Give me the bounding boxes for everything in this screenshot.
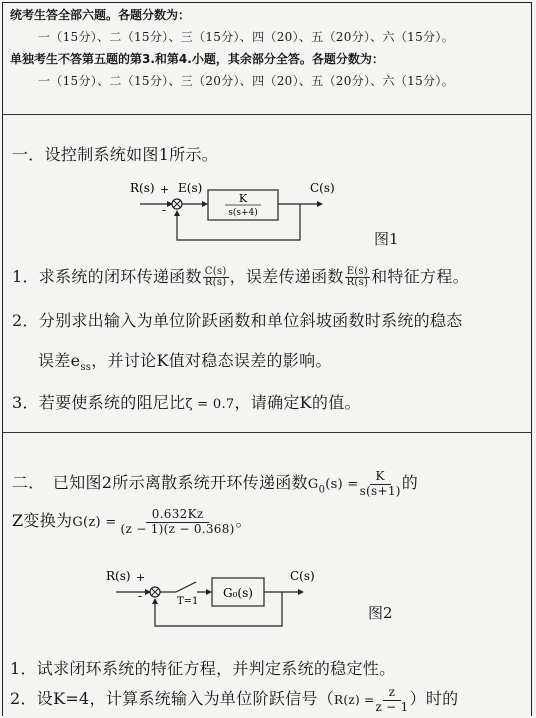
- fig1-output-arrow: [317, 201, 323, 207]
- q2-ztransform-line: Z变换为G(z) = $\frac{0.632Kz}{(z - 1)(z - 0.368)}$ 。: [12, 507, 252, 536]
- single-score-list: 一（15分）、二（15分）、三（20分）、四（20）、五（20分）、六（15分）。: [38, 74, 454, 88]
- fig2-plus-sign: +: [136, 571, 146, 584]
- rz-denominator: z − 1: [375, 699, 409, 714]
- g0-numerator: K: [370, 470, 391, 485]
- fig2-sampler-switch: [176, 582, 196, 592]
- fig1-output-label: C(s): [310, 181, 335, 195]
- figure-2-block-diagram: [100, 566, 340, 634]
- figure-2-caption: 图2: [368, 604, 393, 622]
- fig1-minus-sign: -: [162, 203, 167, 217]
- q1-q2-divider: [2, 432, 532, 433]
- fig1-forward-arrow: [202, 201, 208, 207]
- fig1-error-label: E(s): [178, 181, 203, 195]
- fig1-plus-sign: +: [160, 183, 170, 196]
- q1-item-2-line-1: 2．分别求出输入为单位阶跃函数和单位斜坡函数时系统的稳态: [12, 311, 463, 330]
- rz-numerator: z: [383, 686, 402, 701]
- single-exam-note: 单独考生不答第五题的第3.和第4.小题，其余部分全答。各题分数为：: [10, 52, 384, 66]
- error-tf-numerator: E(s): [346, 265, 369, 277]
- closed-loop-tf-numerator: C(s): [204, 265, 227, 277]
- fig1-input-label: R(s): [130, 181, 155, 195]
- fig2-sampler-label: T=1: [177, 596, 199, 607]
- q2-title-line: 二． 已知图2所示离散系统开环传递函数$G_0(s)$ = $\frac{K}{s(s+1)}$ 的: [12, 469, 419, 498]
- fig2-output-arrow: [298, 589, 304, 595]
- gz-denominator: (z − 1)(z − 0.368): [120, 521, 235, 536]
- fig2-input-label: R(s): [106, 569, 131, 583]
- q2-item-2: 2．设K=4，计算系统输入为单位阶跃信号（R(z) = $\frac{z}{z - 1}$ ）时的: [10, 685, 459, 714]
- fig2-output-label: C(s): [290, 569, 315, 583]
- fig2-minus-sign: -: [138, 589, 143, 603]
- figure-1-caption: 图1: [374, 230, 399, 248]
- q1-item-1: 1．求系统的闭环传递函数 $\frac{C(s)}{R(s)}$ ，误差传递函数 $\frac{E(s)}{R(s)}$ 和特征方程。: [12, 265, 469, 288]
- gz-numerator: 0.632Kz: [146, 508, 210, 523]
- q1-item-2-line-2: 误差$e_{ss}$，并讨论K值对稳态误差的影响。: [38, 351, 332, 374]
- closed-loop-tf-denominator: R(s): [204, 277, 227, 288]
- q1-title: 一．设控制系统如图1所示。: [12, 145, 219, 164]
- g0-denominator: s(s+1): [359, 483, 401, 498]
- damping-ratio-expression: ζ = 0.7: [185, 397, 235, 412]
- error-tf-denominator: R(s): [346, 277, 369, 288]
- fig1-block-denominator: s(s+4): [228, 208, 258, 218]
- fig2-feedback-path: [155, 592, 282, 626]
- q1-item-3: 3．若要使系统的阻尼比ζ = 0.7，请确定K的值。: [12, 393, 361, 412]
- figure-1-block-diagram: [120, 180, 340, 250]
- unified-score-list: 一（15分）、二（15分）、三（15分）、四（20）、五（20分）、六（15分）。: [38, 30, 454, 44]
- fig1-feedback-arrow: [174, 210, 180, 216]
- fig1-block-numerator: K: [238, 192, 248, 205]
- header-divider: [2, 114, 532, 115]
- ess-subscript: ss: [80, 362, 92, 374]
- fig2-feedback-arrow: [152, 598, 158, 604]
- unified-exam-note: 统考生答全部六题。各题分数为：: [10, 8, 191, 22]
- fig2-block-label: G₀(s): [223, 586, 253, 600]
- fig2-forward-arrow: [206, 589, 212, 595]
- q2-item-1: 1．试求闭环系统的特征方程，并判定系统的稳定性。: [10, 659, 396, 678]
